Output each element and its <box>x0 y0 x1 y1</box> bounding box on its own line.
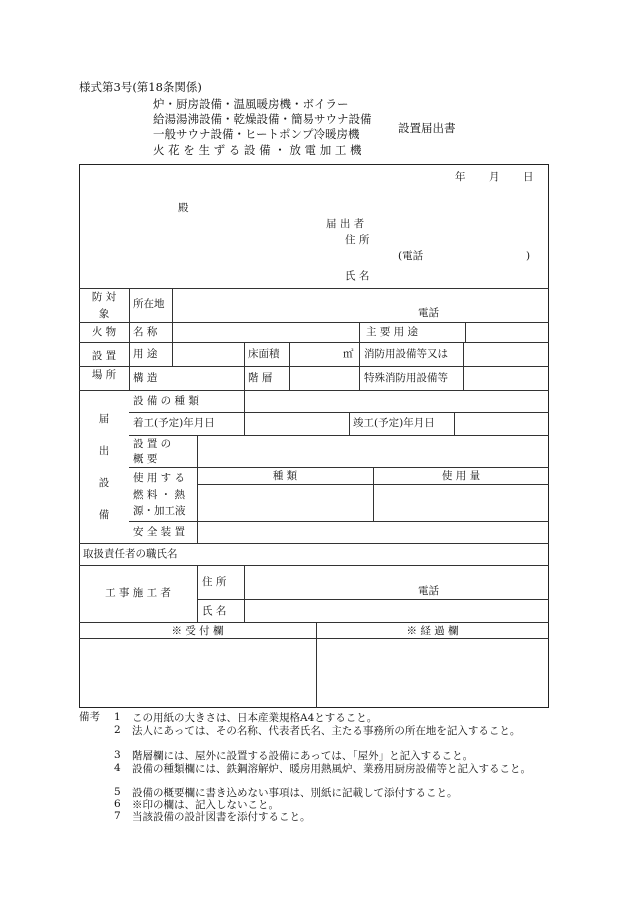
title-suffix: 設置届出書 <box>398 121 456 135</box>
floor-area-unit: ㎡ <box>343 348 354 360</box>
overview-label-1: 設 置 の <box>133 438 172 450</box>
addressee-suffix: 殿 <box>178 202 189 214</box>
title-line-1: 炉・厨房設備・温風暖房機・ボイラー <box>153 97 349 111</box>
install-use-label: 用 途 <box>133 348 158 360</box>
target-label-2: 象 <box>98 308 110 320</box>
note-number: 1 <box>114 711 121 723</box>
target-main-use-label: 主 要 用 途 <box>366 326 419 338</box>
target-label-1: 防 対 <box>91 291 117 303</box>
equipment-type-label: 設 備 の 種 類 <box>133 395 199 407</box>
target-location-label: 所在地 <box>133 298 165 310</box>
safety-device-label: 安 全 装 置 <box>133 526 186 538</box>
fire-equipment-label-1: 消防用設備等又は <box>364 348 448 360</box>
reception-column-header: ※ 受 付 欄 <box>171 625 224 637</box>
progress-column-header: ※ 経 過 欄 <box>406 625 459 637</box>
fuel-label-1: 使 用 す る <box>133 472 186 484</box>
contractor-name-label: 氏 名 <box>202 605 227 617</box>
applicant-name-label: 氏 名 <box>345 270 370 282</box>
equipment-label-char-3: 設 <box>98 477 110 489</box>
fuel-kind-header: 種 類 <box>272 470 298 482</box>
contractor-label: 工 事 施 工 者 <box>105 587 171 599</box>
applicant-phone-close: ) <box>526 250 531 262</box>
title-line-4: 火 花 を 生 ず る 設 備 ・ 放 電 加 工 機 <box>153 143 362 157</box>
equipment-label-char-4: 備 <box>98 509 110 521</box>
equipment-label-char-2: 出 <box>98 445 110 457</box>
applicant-phone-label: (電話 <box>398 250 424 262</box>
date-day: 日 <box>523 171 534 183</box>
note-text: ※印の欄は、記入しないこと。 <box>132 799 279 811</box>
fire-equipment-label-2: 特殊消防用設備等 <box>364 372 448 384</box>
title-line-3: 一般サウナ設備・ヒートポンプ冷暖房機 <box>153 127 360 141</box>
date-year: 年 <box>455 171 466 183</box>
start-date-label: 着工(予定)年月日 <box>133 417 215 429</box>
note-number: 3 <box>114 749 121 761</box>
note-number: 4 <box>114 762 121 774</box>
date-month: 月 <box>489 171 500 183</box>
note-number: 6 <box>114 798 121 810</box>
note-text: この用紙の大きさは、日本産業規格A4とすること。 <box>132 712 378 724</box>
equipment-label-char-1: 届 <box>98 413 110 425</box>
note-text: 法人にあっては、その名称、代表者氏名、主たる事務所の所在地を記入すること。 <box>132 725 521 737</box>
fuel-label-2: 燃 料 ・ 熱 <box>133 489 186 501</box>
applicant-address-label: 住 所 <box>345 234 370 246</box>
target-phone-label: 電話 <box>418 307 439 319</box>
completion-date-label: 竣工(予定)年月日 <box>353 417 435 429</box>
applicant-label: 届 出 者 <box>326 218 365 230</box>
contractor-address-label: 住 所 <box>202 576 227 588</box>
note-text: 設備の種類欄には、鉄鋼溶解炉、暖房用熱風炉、業務用厨房設備等と記入すること。 <box>132 763 531 775</box>
note-text: 設備の概要欄に書き込めない事項は、別紙に記載して添付すること。 <box>132 787 458 799</box>
floor-label: 階 層 <box>248 372 273 384</box>
fuel-label-3: 源・加工液 <box>133 505 186 517</box>
notes-label: 備考 <box>79 711 100 723</box>
fuel-amount-header: 使 用 量 <box>441 470 481 482</box>
target-label-3: 火 物 <box>91 326 117 338</box>
target-name-label: 名 称 <box>133 326 158 338</box>
title-line-2: 給湯湯沸設備・乾燥設備・簡易サウナ設備 <box>153 112 372 126</box>
manager-label: 取扱責任者の職氏名 <box>83 548 178 560</box>
note-number: 7 <box>114 810 121 822</box>
contractor-phone-label: 電話 <box>418 585 439 597</box>
note-text: 階層欄には、屋外に設置する設備にあっては、「屋外」と記入すること。 <box>132 750 474 762</box>
overview-label-2: 概 要 <box>133 453 158 465</box>
install-place-label-1: 設 置 <box>91 350 117 362</box>
floor-area-label: 床面積 <box>248 348 280 360</box>
install-place-label-2: 場 所 <box>91 369 117 381</box>
structure-label: 構 造 <box>133 372 158 384</box>
note-number: 5 <box>114 786 121 798</box>
note-text: 当該設備の設計図書を添付すること。 <box>132 811 311 823</box>
form-number: 様式第3号(第18条関係) <box>79 80 202 94</box>
note-number: 2 <box>114 724 121 736</box>
